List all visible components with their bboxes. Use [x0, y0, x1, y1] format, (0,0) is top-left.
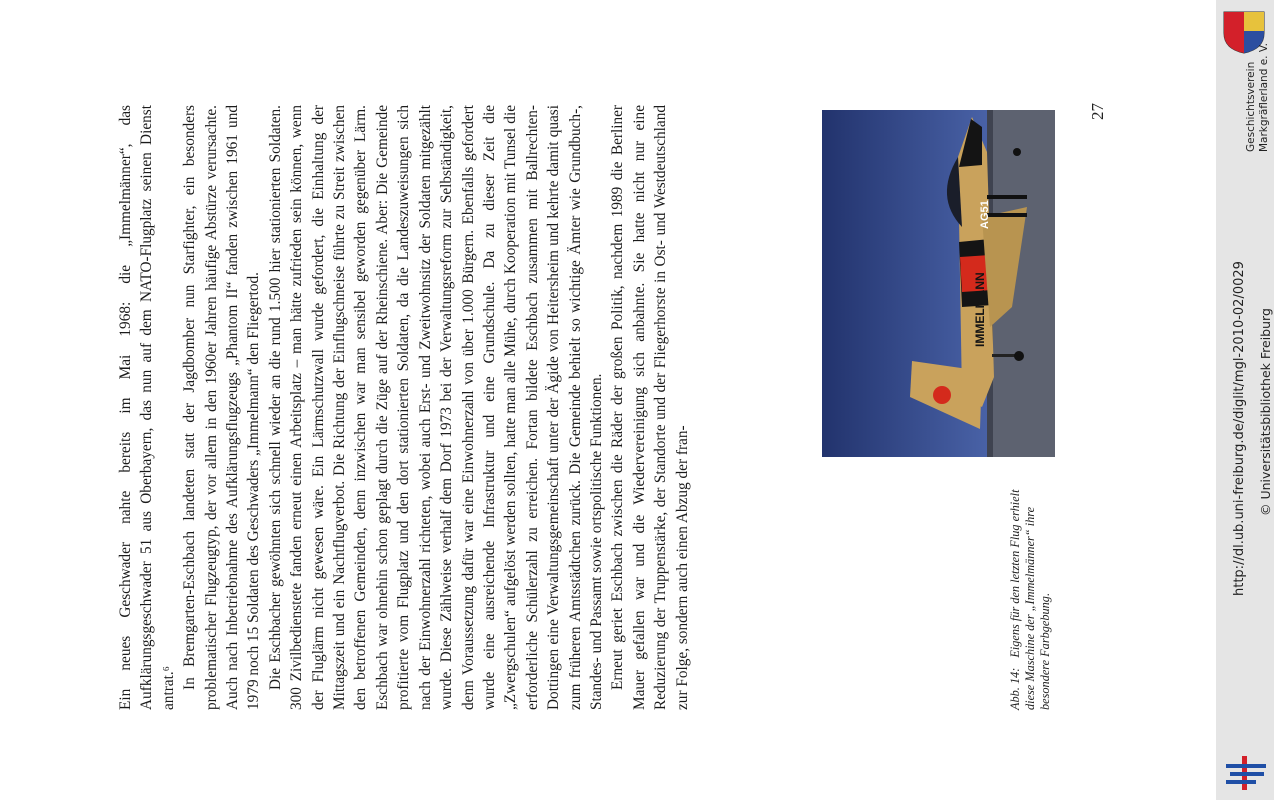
caption-number: Abb. 14:: [1008, 667, 1022, 710]
source-url-link[interactable]: http://dl.ub.uni-freiburg.de/diglit/mgl-2010-02/0029: [1232, 261, 1247, 596]
copyright-text: © Universitätsbibliothek Freiburg: [1258, 308, 1273, 516]
aircraft-photo: [822, 110, 1055, 457]
society-name-line1: Geschichtsverein: [1245, 61, 1257, 152]
paragraph: Ein neues Geschwader nahte bereits im Mai 1968: die „Immelmänner“, das Aufklärungsgeschwader 51 aus Oberbayern, das nun auf dem NATO-Flugplatz seinen Dienst antrat.⁶: [117, 105, 177, 710]
paragraph: In Bremgarten-Eschbach landeten statt der Jagdbomber nun Starfighter, ein besonders problematischer Flugzeugtyp, der vor allem in den 1960er Jahren häufige Abstürze verursachte. Auch nach Inbetriebnahme des Aufklärungsflugzeugs „Phantom II“ fanden zwischen 1961 und 1979 noch 15 Soldaten des Geschwaders „Immelmann“ den Fliegertod.: [181, 105, 263, 710]
society-name-line2: Markgräflerland e. V.: [1258, 42, 1270, 152]
body-text: [115, 105, 693, 710]
ub-freiburg-logo-icon: [1226, 756, 1266, 790]
paragraph: Erneut geriet Eschbach zwischen die Räder der großen Politik, nachdem 1989 die Berliner Mauer gefallen war und die Wiedervereinigung sich anbahnte. Sie hatte nicht nur eine Reduzierung der Truppenstärke, der Standorte und der Fliegerhorste in Ost- und Westdeutschland zur Folge, sondern auch einen Abzug der fran-: [609, 105, 691, 710]
page-number: 27: [1088, 103, 1107, 120]
figure-caption: [1008, 478, 1053, 710]
aircraft-photo-drawing: [822, 110, 1055, 457]
plane-marking-code: AG51: [979, 200, 991, 229]
plane-marking-name: IMMELMANN: [973, 272, 987, 347]
caption-text: Eigens für den letzten Flug erhielt diese Maschine der „Immelmänner“ ihre besondere Farbgebung.: [1008, 489, 1052, 710]
paragraph: Die Eschbacher gewöhnten sich schnell wieder an die rund 1.500 hier stationierten Soldaten. 300 Zivilbedienstete fanden erneut einen Arbeitsplatz – man hätte zufrieden sein können, wenn der Fluglärm nicht gewesen wäre. Ein Lärmschutzwall wurde gefordert, die Einhaltung der Mittagszeit und ein Nachtflugverbot. Die Richtung der Einflugschneise führte zu Streit zwischen den betroffenen Gemeinden, denn inzwischen war man sensibel geworden gegenüber Lärm. Eschbach war ohnehin schon geplagt durch die Züge auf der Rheinschiene. Aber: Die Gemeinde profitierte vom Flugplatz und den dort stationierten Soldaten, da die Landeszuweisungen sich nach der Einwohnerzahl richteten, wobei auch Erst- und Zweitwohnsitz der Soldaten mitgezählt wurde. Diese Zählweise verhalf dem Dorf 1973 bei der Verwaltungsreform zur Selbständigkeit, denn Voraussetzung dafür war eine Einwohnerzahl von über 1.000 Bürgern. Ebenfalls gefordert wurde eine ausreichende Infrastruktur und eine Grundschule. Da zu dieser Zeit die „Zwergschulen“ aufgelöst werden sollten, hatte man alle Mühe, durch Kooperation mit Tunsel die erforderliche Schülerzahl zu erreichen. Fortan bildete Eschbach zusammen mit Ballrechten-Dottingen eine Verwaltungsgemeinschaft unter der Ägide von Heitersheim und kehrte damit quasi zum früheren Amtsstädtchen zurück. Die Gemeinde behielt so wichtige Ämter wie Grundbuch-, Standes- und Passamt sowie ortspolitische Funktionen.: [266, 105, 605, 710]
